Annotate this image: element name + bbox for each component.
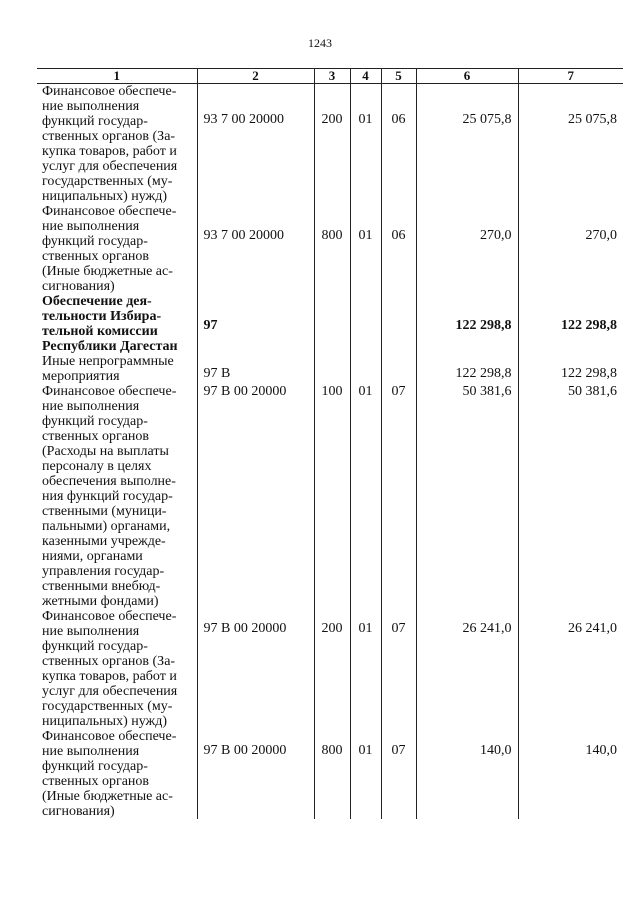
row-code: 93 7 00 20000 — [197, 204, 314, 294]
row-code: 97 — [197, 294, 314, 354]
row-name: Финансовое обеспече- ние выполнения функций государ- ственных органов (Расходы на выплаты персоналу в целях обеспечения выполне- ния функций государ- ственными (муници- пальными) органами, казенными учрежде- ниями, органами управления государ- ственными внебюд- жетными фондами) — [42, 384, 177, 609]
row-vr: 800 — [314, 204, 350, 294]
row-rz: 01 — [350, 609, 381, 729]
row-sum-2: 270,0 — [518, 204, 623, 294]
row-code: 97 В 00 20000 — [197, 384, 314, 609]
row-vr: 800 — [314, 729, 350, 819]
row-pr: 07 — [381, 384, 416, 609]
row-code: 93 7 00 20000 — [197, 84, 314, 205]
row-rz: 01 — [350, 84, 381, 205]
header-col-7: 7 — [518, 69, 623, 84]
row-sum-1: 25 075,8 — [416, 84, 518, 205]
row-rz: 01 — [350, 384, 381, 609]
row-pr — [381, 354, 416, 384]
row-sum-1: 50 381,6 — [416, 384, 518, 609]
row-rz: 01 — [350, 204, 381, 294]
row-sum-2: 122 298,8 — [518, 294, 623, 354]
row-vr: 100 — [314, 384, 350, 609]
table-row — [37, 354, 623, 384]
page-number: 1243 — [308, 36, 332, 50]
table-row — [37, 294, 623, 354]
row-name: Финансовое обеспече- ние выполнения функций государ- ственных органов (Иные бюджетные ас- сигнования) — [42, 204, 177, 294]
row-vr — [314, 294, 350, 354]
row-name: Финансовое обеспече- ние выполнения функций государ- ственных органов (Иные бюджетные ас- сигнования) — [42, 729, 177, 819]
header-col-4: 4 — [350, 69, 381, 84]
row-code: 97 В — [197, 354, 314, 384]
header-col-5: 5 — [381, 69, 416, 84]
row-code: 97 В 00 20000 — [197, 609, 314, 729]
row-rz — [350, 294, 381, 354]
row-rz — [350, 354, 381, 384]
row-sum-2: 25 075,8 — [518, 84, 623, 205]
row-name: Финансовое обеспече- ние выполнения функций государ- ственных органов (За- купка товаров, работ и услуг для обеспечения государственных (му- ниципальных) нужд) — [42, 609, 178, 729]
row-name: Финансовое обеспече- ние выполнения функций государ- ственных органов (За- купка товаров, работ и услуг для обеспечения государственных (му- ниципальных) нужд) — [42, 84, 178, 204]
table-row — [37, 204, 623, 294]
row-sum-1: 122 298,8 — [416, 354, 518, 384]
header-col-6: 6 — [416, 69, 518, 84]
row-vr — [314, 354, 350, 384]
row-name: Обеспечение дея- тельности Избира- тельной комиссии Республики Дагестан — [42, 294, 178, 354]
row-pr: 07 — [381, 729, 416, 819]
row-sum-2: 122 298,8 — [518, 354, 623, 384]
row-sum-2: 140,0 — [518, 729, 623, 819]
header-row — [37, 69, 623, 84]
row-sum-1: 270,0 — [416, 204, 518, 294]
table-row — [37, 384, 623, 609]
table-row — [37, 84, 623, 205]
row-sum-1: 122 298,8 — [416, 294, 518, 354]
row-vr: 200 — [314, 609, 350, 729]
row-pr: 06 — [381, 84, 416, 205]
table-row — [37, 609, 623, 729]
row-pr: 06 — [381, 204, 416, 294]
table-row — [37, 729, 623, 819]
header-col-1: 1 — [37, 69, 197, 84]
header-col-2: 2 — [197, 69, 314, 84]
row-sum-2: 50 381,6 — [518, 384, 623, 609]
row-pr: 07 — [381, 609, 416, 729]
row-sum-1: 140,0 — [416, 729, 518, 819]
budget-table — [37, 68, 623, 819]
row-name: Иные непрограммные мероприятия — [42, 354, 174, 384]
row-rz: 01 — [350, 729, 381, 819]
row-sum-1: 26 241,0 — [416, 609, 518, 729]
header-col-3: 3 — [314, 69, 350, 84]
row-pr — [381, 294, 416, 354]
row-sum-2: 26 241,0 — [518, 609, 623, 729]
row-code: 97 В 00 20000 — [197, 729, 314, 819]
row-vr: 200 — [314, 84, 350, 205]
